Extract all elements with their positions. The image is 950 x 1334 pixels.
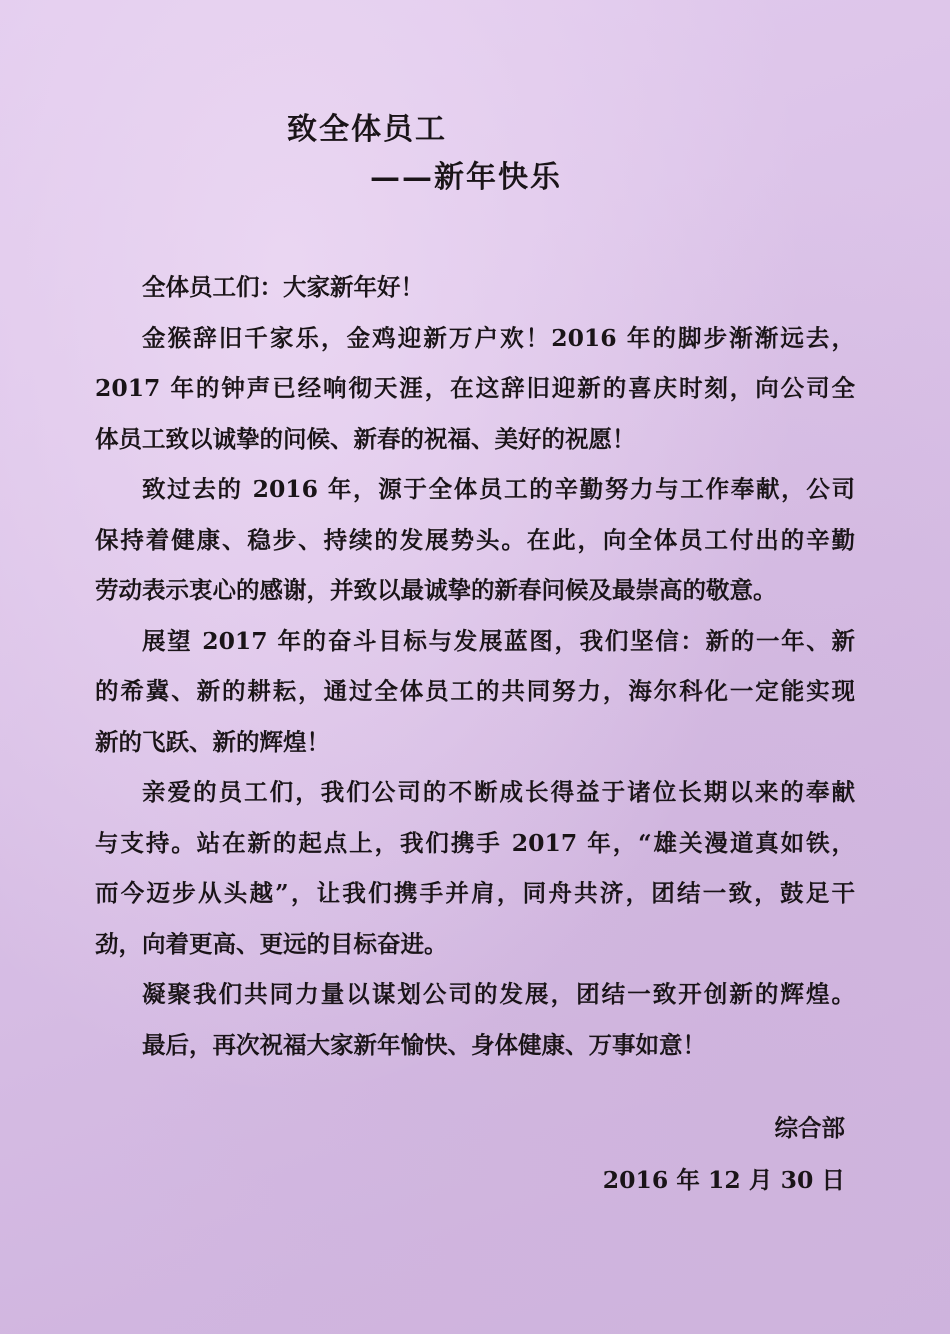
paragraph-5-line-1: 凝聚我们共同力量以谋划公司的发展，团结一致开创新的辉煌。 [142, 980, 855, 1008]
paragraph-1-line-1: 金猴辞旧千家乐，金鸡迎新万户欢！2016 年的脚步渐渐远去， [142, 323, 855, 352]
letter-title: 致全体员工 [287, 112, 447, 147]
paragraph-4-line-1: 亲爱的员工们，我们公司的不断成长得益于诸位长期以来的奉献 [142, 778, 855, 806]
paragraph-2-line-2: 保持着健康、稳步、持续的发展势头。在此，向全体员工付出的辛勤 [95, 525, 855, 554]
paragraph-2-line-3: 劳动表示衷心的感谢，并致以最诚挚的新春问候及最崇高的敬意。 [95, 576, 777, 604]
signature-department: 综合部 [774, 1114, 845, 1142]
paragraph-2-line-1: 致过去的 2016 年，源于全体员工的辛勤努力与工作奉献，公司 [142, 475, 855, 503]
letter-subtitle: ——新年快乐 [370, 160, 562, 195]
paragraph-3-line-2: 的希冀、新的耕耘，通过全体员工的共同努力，海尔科化一定能实现 [95, 677, 855, 705]
paragraph-3-line-3: 新的飞跃、新的辉煌！ [95, 727, 330, 756]
paragraph-4-line-4: 劲，向着更高、更远的目标奋进。 [95, 929, 448, 958]
paragraph-4-line-2: 与支持。站在新的起点上，我们携手 2017 年，“雄关漫道真如铁， [95, 828, 855, 857]
paragraph-3-line-1: 展望 2017 年的奋斗目标与发展蓝图，我们坚信：新的一年、新 [142, 626, 855, 655]
paragraph-1-line-3: 体员工致以诚挚的问候、新春的祝福、美好的祝愿！ [95, 424, 636, 453]
closing-line: 最后，再次祝福大家新年愉快、身体健康、万事如意！ [142, 1030, 706, 1059]
signature-date: 2016 年 12 月 30 日 [602, 1166, 845, 1194]
paragraph-1-line-2: 2017 年的钟声已经响彻天涯，在这辞旧迎新的喜庆时刻，向公司全 [95, 374, 855, 402]
letter-body [95, 262, 855, 1070]
paragraph-4-line-3: 而今迈步从头越”，让我们携手并肩，同舟共济，团结一致，鼓足干 [95, 879, 855, 907]
greeting-line: 全体员工们：大家新年好！ [142, 273, 424, 301]
